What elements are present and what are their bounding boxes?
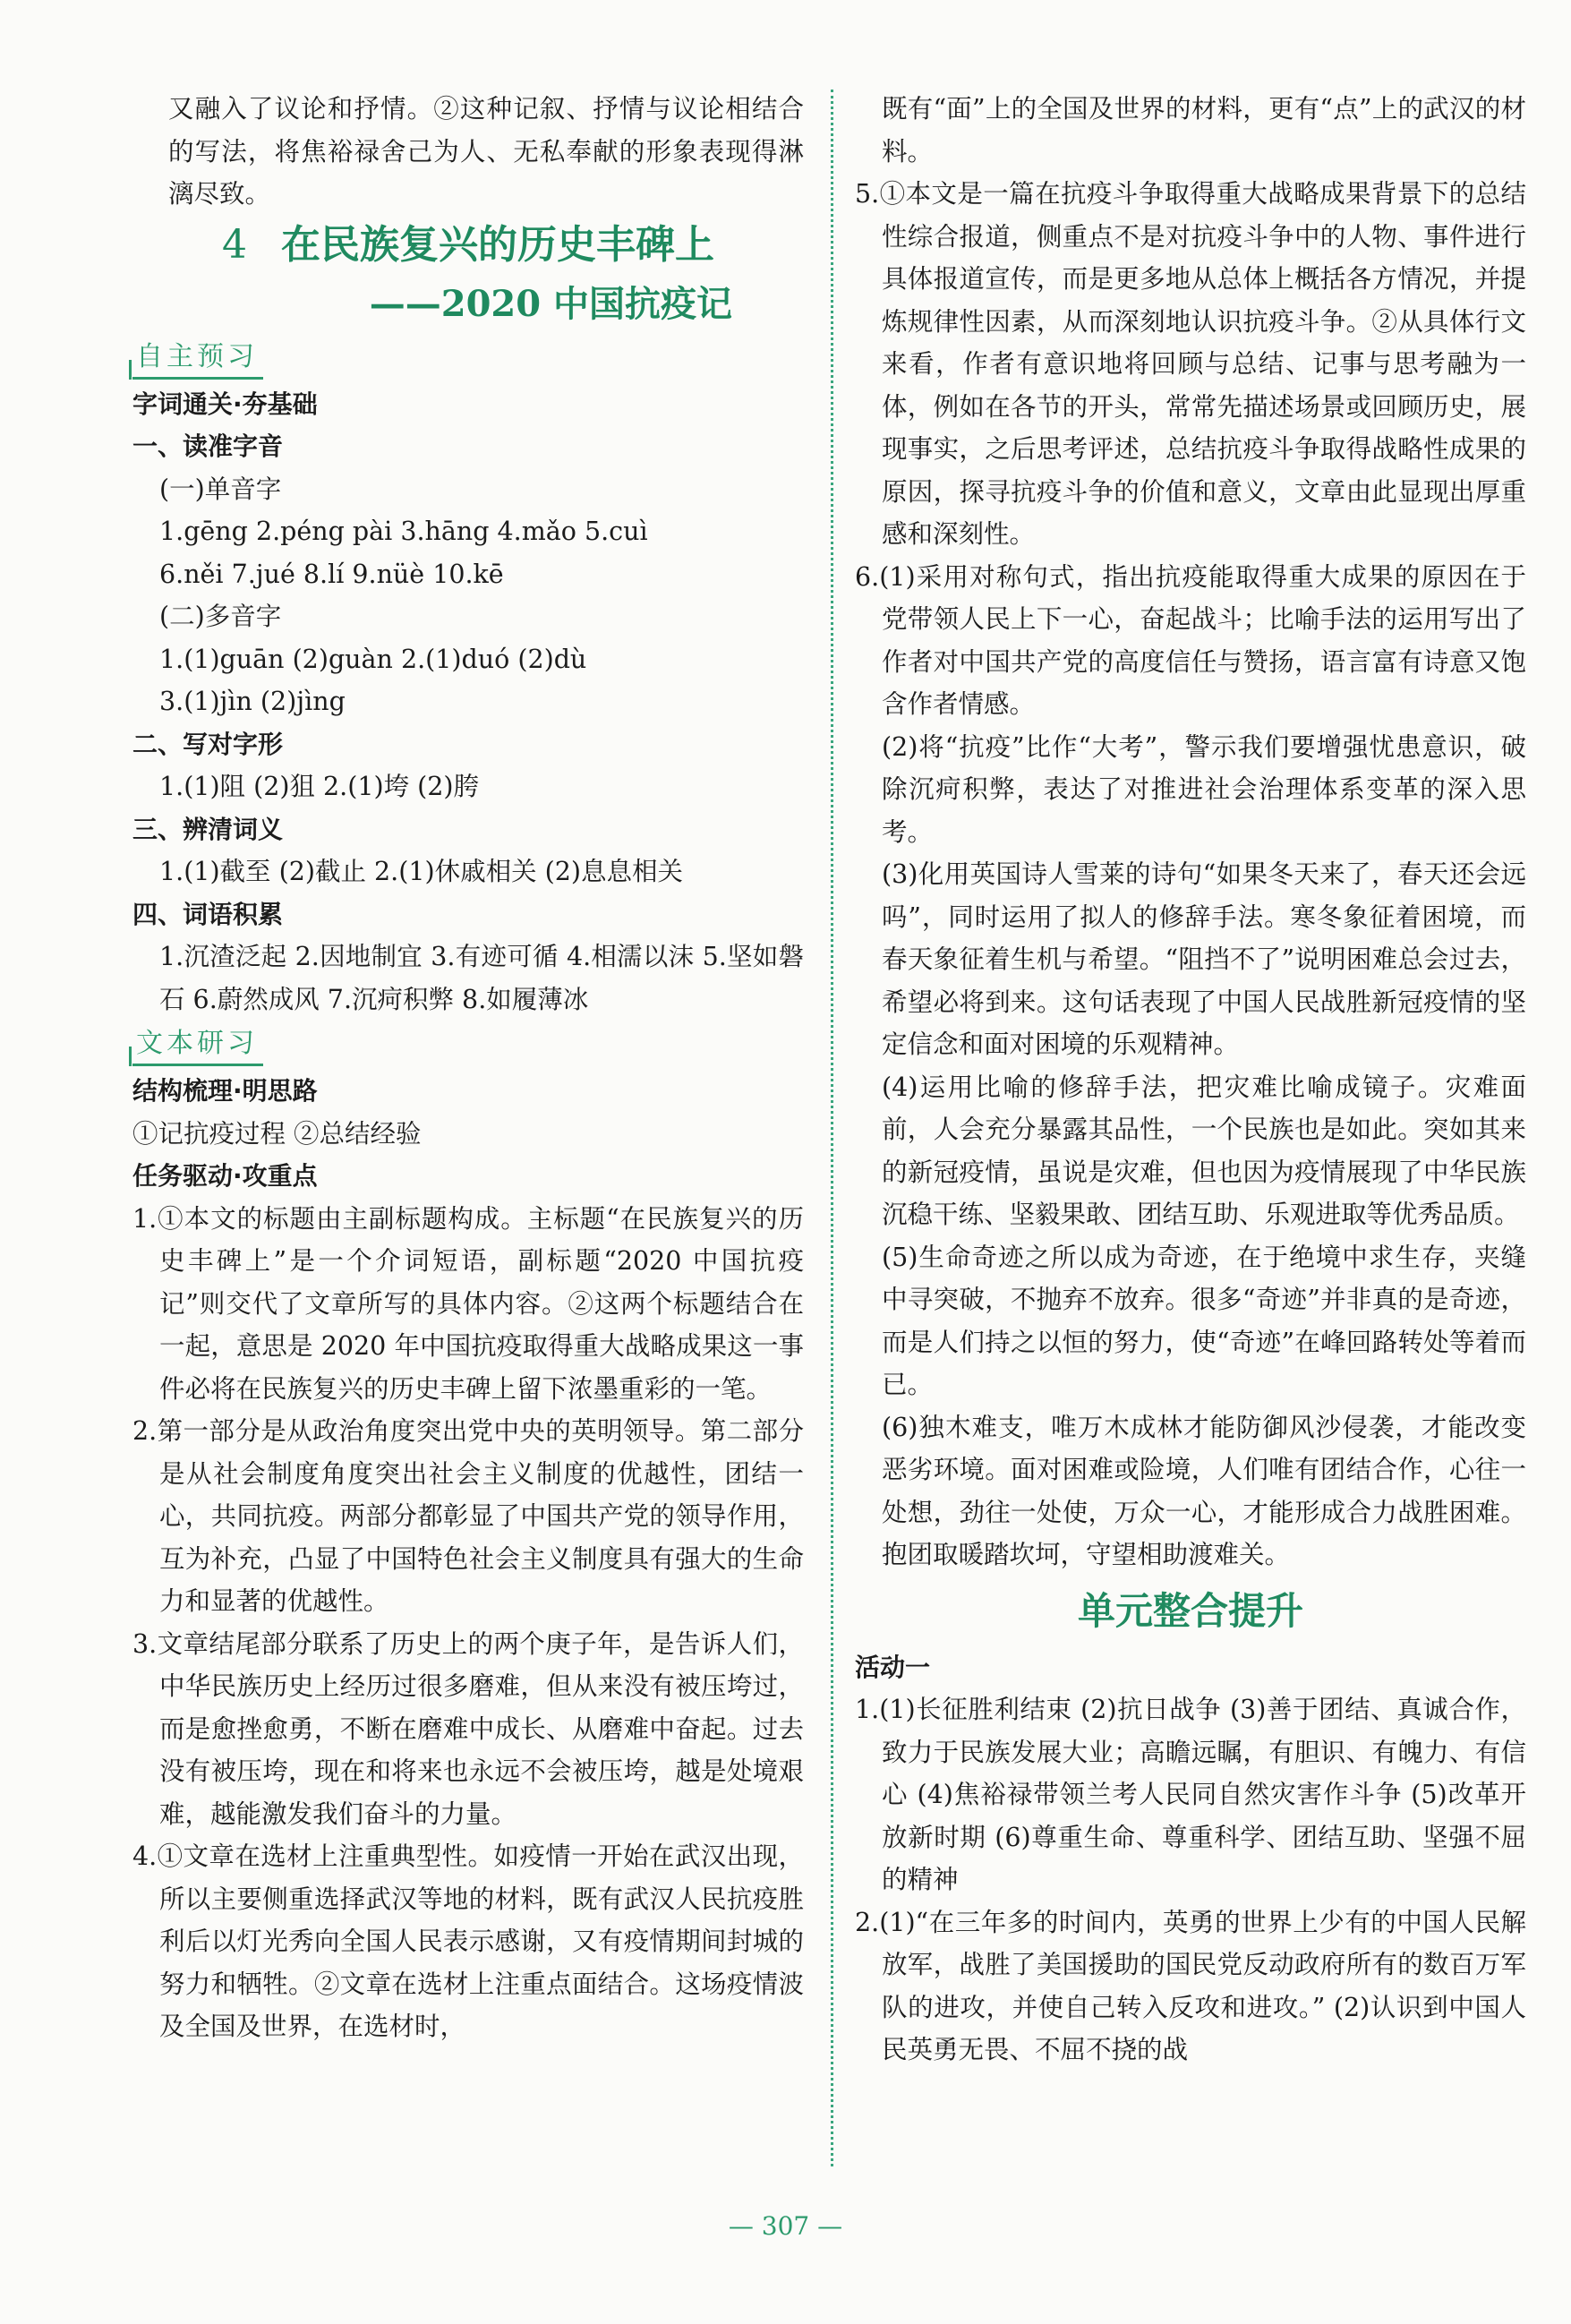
lesson-subtitle: ——2020 中国抗疫记 [369, 282, 732, 325]
heading-basics: 字词通关·夯基础 [132, 389, 318, 419]
heading-pronunciation: 一、读准字音 [132, 431, 284, 461]
left-column [132, 88, 804, 2048]
right-column [855, 88, 1526, 2072]
heading-accumulation: 四、词语积累 [132, 899, 284, 929]
heading-structure: 结构梳理·明思路 [132, 1076, 318, 1106]
heading-activity-1: 活动一 [855, 1652, 931, 1682]
subheading-single: (一)单音字 [159, 474, 282, 504]
answer-item-6-1: 6.(1)采用对称句式，指出抗疫能取得重大成果的原因在于党带领人民上下一心，奋起战斗；比喻手法的运用写出了作者对中国共产党的高度信任与赞扬，语言富有诗意又饱含作者情感。 [855, 561, 1526, 719]
heading-glyph: 二、写对字形 [132, 729, 284, 759]
section-label-study: 文本研习 [132, 1026, 263, 1066]
answer-item-1: 1.①本文的标题由主副标题构成。主标题“在民族复兴的历史丰碑上”是一个介词短语，副标题“2020 中国抗疫记”则交代了文章所写的具体内容。②这两个标题结合在一起，意思是 2020 年中国抗疫取得重大战略成果这一事件必将在民族复兴的历史丰碑上留下浓墨重彩的一笔。 [132, 1203, 804, 1404]
answer-item-5: 5.①本文是一篇在抗疫斗争取得重大战略成果背景下的总结性综合报道，侧重点不是对抗疫斗争中的人物、事件进行具体报道宣传，而是更多地从总体上概括各方情况，并提炼规律性因素，从而深刻地认识抗疫斗争。②从具体行文来看，作者有意识地将回顾与总结、记事与思考融为一体，例如在各节的开头，常常先描述场景或回顾历史，展现事实，之后思考评述，总结抗疫斗争取得战略性成果的原因，探寻抗疫斗争的价值和意义，文章由此显现出厚重感和深刻性。 [855, 179, 1526, 549]
lesson-number: 4 [222, 221, 247, 268]
heading-task: 任务驱动·攻重点 [132, 1161, 318, 1191]
accumulation-line-1: 1.沉渣泛起 2.因地制宜 3.有迹可循 4.相濡以沫 5.坚如磐石 6.蔚然成风 7.沉疴积弊 8.如履薄冰 [159, 942, 804, 1014]
structure-line-1: ①记抗疫过程 ②总结经验 [132, 1118, 422, 1149]
subheading-multi: (二)多音字 [159, 602, 282, 631]
answer-item-4-continued: 既有“面”上的全国及世界的材料，更有“点”上的武汉的材料。 [882, 94, 1526, 167]
answer-item-2: 2.第一部分是从政治角度突出党中央的英明领导。第二部分是从社会制度角度突出社会主义制度的优越性，团结一心，共同抗疫。两部分都彰显了中国共产党的领导作用，互为补充，凸显了中国特色社会主义制度具有强大的生命力和显著的优越性。 [132, 1416, 804, 1616]
answer-item-6-2: (2)将“抗疫”比作“大考”，警示我们要增强忧患意识，破除沉疴积弊，表达了对推进社会治理体系变革的深入思考。 [882, 731, 1526, 847]
activity-item-1: 1.(1)长征胜利结束 (2)抗日战争 (3)善于团结、真诚合作，致力于民族发展大业；高瞻远瞩，有胆识、有魄力、有信心 (4)焦裕禄带领兰考人民同自然灾害作斗争 (5)改革开放新时期 (6)尊重生命、尊重科学、团结互助、坚强不屈的精神 [855, 1695, 1526, 1894]
activity-item-2: 2.(1)“在三年多的时间内，英勇的世界上少有的中国人民解放军，战胜了美国援助的国民党反动政府所有的数百万军队的进攻，并使自己转入反攻和进攻。” (2)认识到中国人民英勇无畏、不屈不挠的战 [855, 1907, 1526, 2064]
answer-item-6-3: (3)化用英国诗人雪莱的诗句“如果冬天来了，春天还会远吗”，同时运用了拟人的修辞手法。寒冬象征着困境，而春天象征着生机与希望。“阻挡不了”说明困难总会过去，希望必将到来。这句话表现了中国人民战胜新冠疫情的坚定信念和面对困境的乐观精神。 [882, 859, 1526, 1059]
answer-item-6-6: (6)独木难支，唯万木成林才能防御风沙侵袭，才能改变恶劣环境。面对困难或险境，人们唯有团结合作，心往一处想，劲往一处使，万众一心，才能形成合力战胜困难。抱团取暖踏坎坷，守望相助渡难关。 [882, 1412, 1526, 1569]
single-line-2: 6.něi 7.jué 8.lí 9.nüè 10.kē [159, 559, 504, 589]
answer-item-4: 4.①文章在选材上注重典型性。如疫情一开始在武汉出现，所以主要侧重选择武汉等地的材料，既有武汉人民抗疫胜利后以灯光秀向全国人民表示感谢，又有疫情期间封城的努力和牺牲。②文章在选材上注重点面结合。这场疫情波及全国及世界，在选材时， [132, 1841, 804, 2041]
intro-paragraph: 又融入了议论和抒情。②这种记叙、抒情与议论相结合的写法，将焦裕禄舍己为人、无私奉献的形象表现得淋漓尽致。 [168, 94, 804, 209]
glyph-line-1: 1.(1)阻 (2)狙 2.(1)垮 (2)胯 [159, 772, 480, 801]
lesson-title [132, 216, 804, 275]
lesson-title-text: 在民族复兴的历史丰碑上 [281, 221, 714, 268]
multi-line-2: 3.(1)jìn (2)jìng [159, 687, 346, 716]
unit-title: 单元整合提升 [1077, 1588, 1303, 1633]
section-label-preview: 自主预习 [132, 339, 263, 380]
answer-item-6-4: (4)运用比喻的修辞手法，把灾难比喻成镜子。灾难面前，人会充分暴露其品性，一个民族也是如此。突如其来的新冠疫情，虽说是灾难，但也因为疫情展现了中华民族沉稳干练、坚毅果敢、团结互助、乐观进取等优秀品质。 [882, 1072, 1526, 1229]
heading-words: 三、辨清词义 [132, 814, 284, 844]
answer-item-3: 3.文章结尾部分联系了历史上的两个庚子年，是告诉人们，中华民族历史上经历过很多磨难，但从来没有被压垮过，而是愈挫愈勇，不断在磨难中成长、从磨难中奋起。过去没有被压垮，现在和将来也永远不会被压垮，越是处境艰难，越能激发我们奋斗的力量。 [132, 1628, 804, 1829]
column-divider [831, 90, 833, 2166]
single-line-1: 1.gēng 2.péng pài 3.hāng 4.mǎo 5.cuì [159, 517, 648, 546]
multi-line-1: 1.(1)guān (2)guàn 2.(1)duó (2)dù [159, 644, 587, 674]
answer-item-6-5: (5)生命奇迹之所以成为奇迹，在于绝境中求生存，夹缝中寻突破，不抛弃不放弃。很多“奇迹”并非真的是奇迹，而是人们持之以恒的努力，使“奇迹”在峰回路转处等着而已。 [882, 1242, 1526, 1399]
words-line-1: 1.(1)截至 (2)截止 2.(1)休戚相关 (2)息息相关 [159, 857, 684, 886]
page-number: — 307 — [728, 2211, 843, 2241]
